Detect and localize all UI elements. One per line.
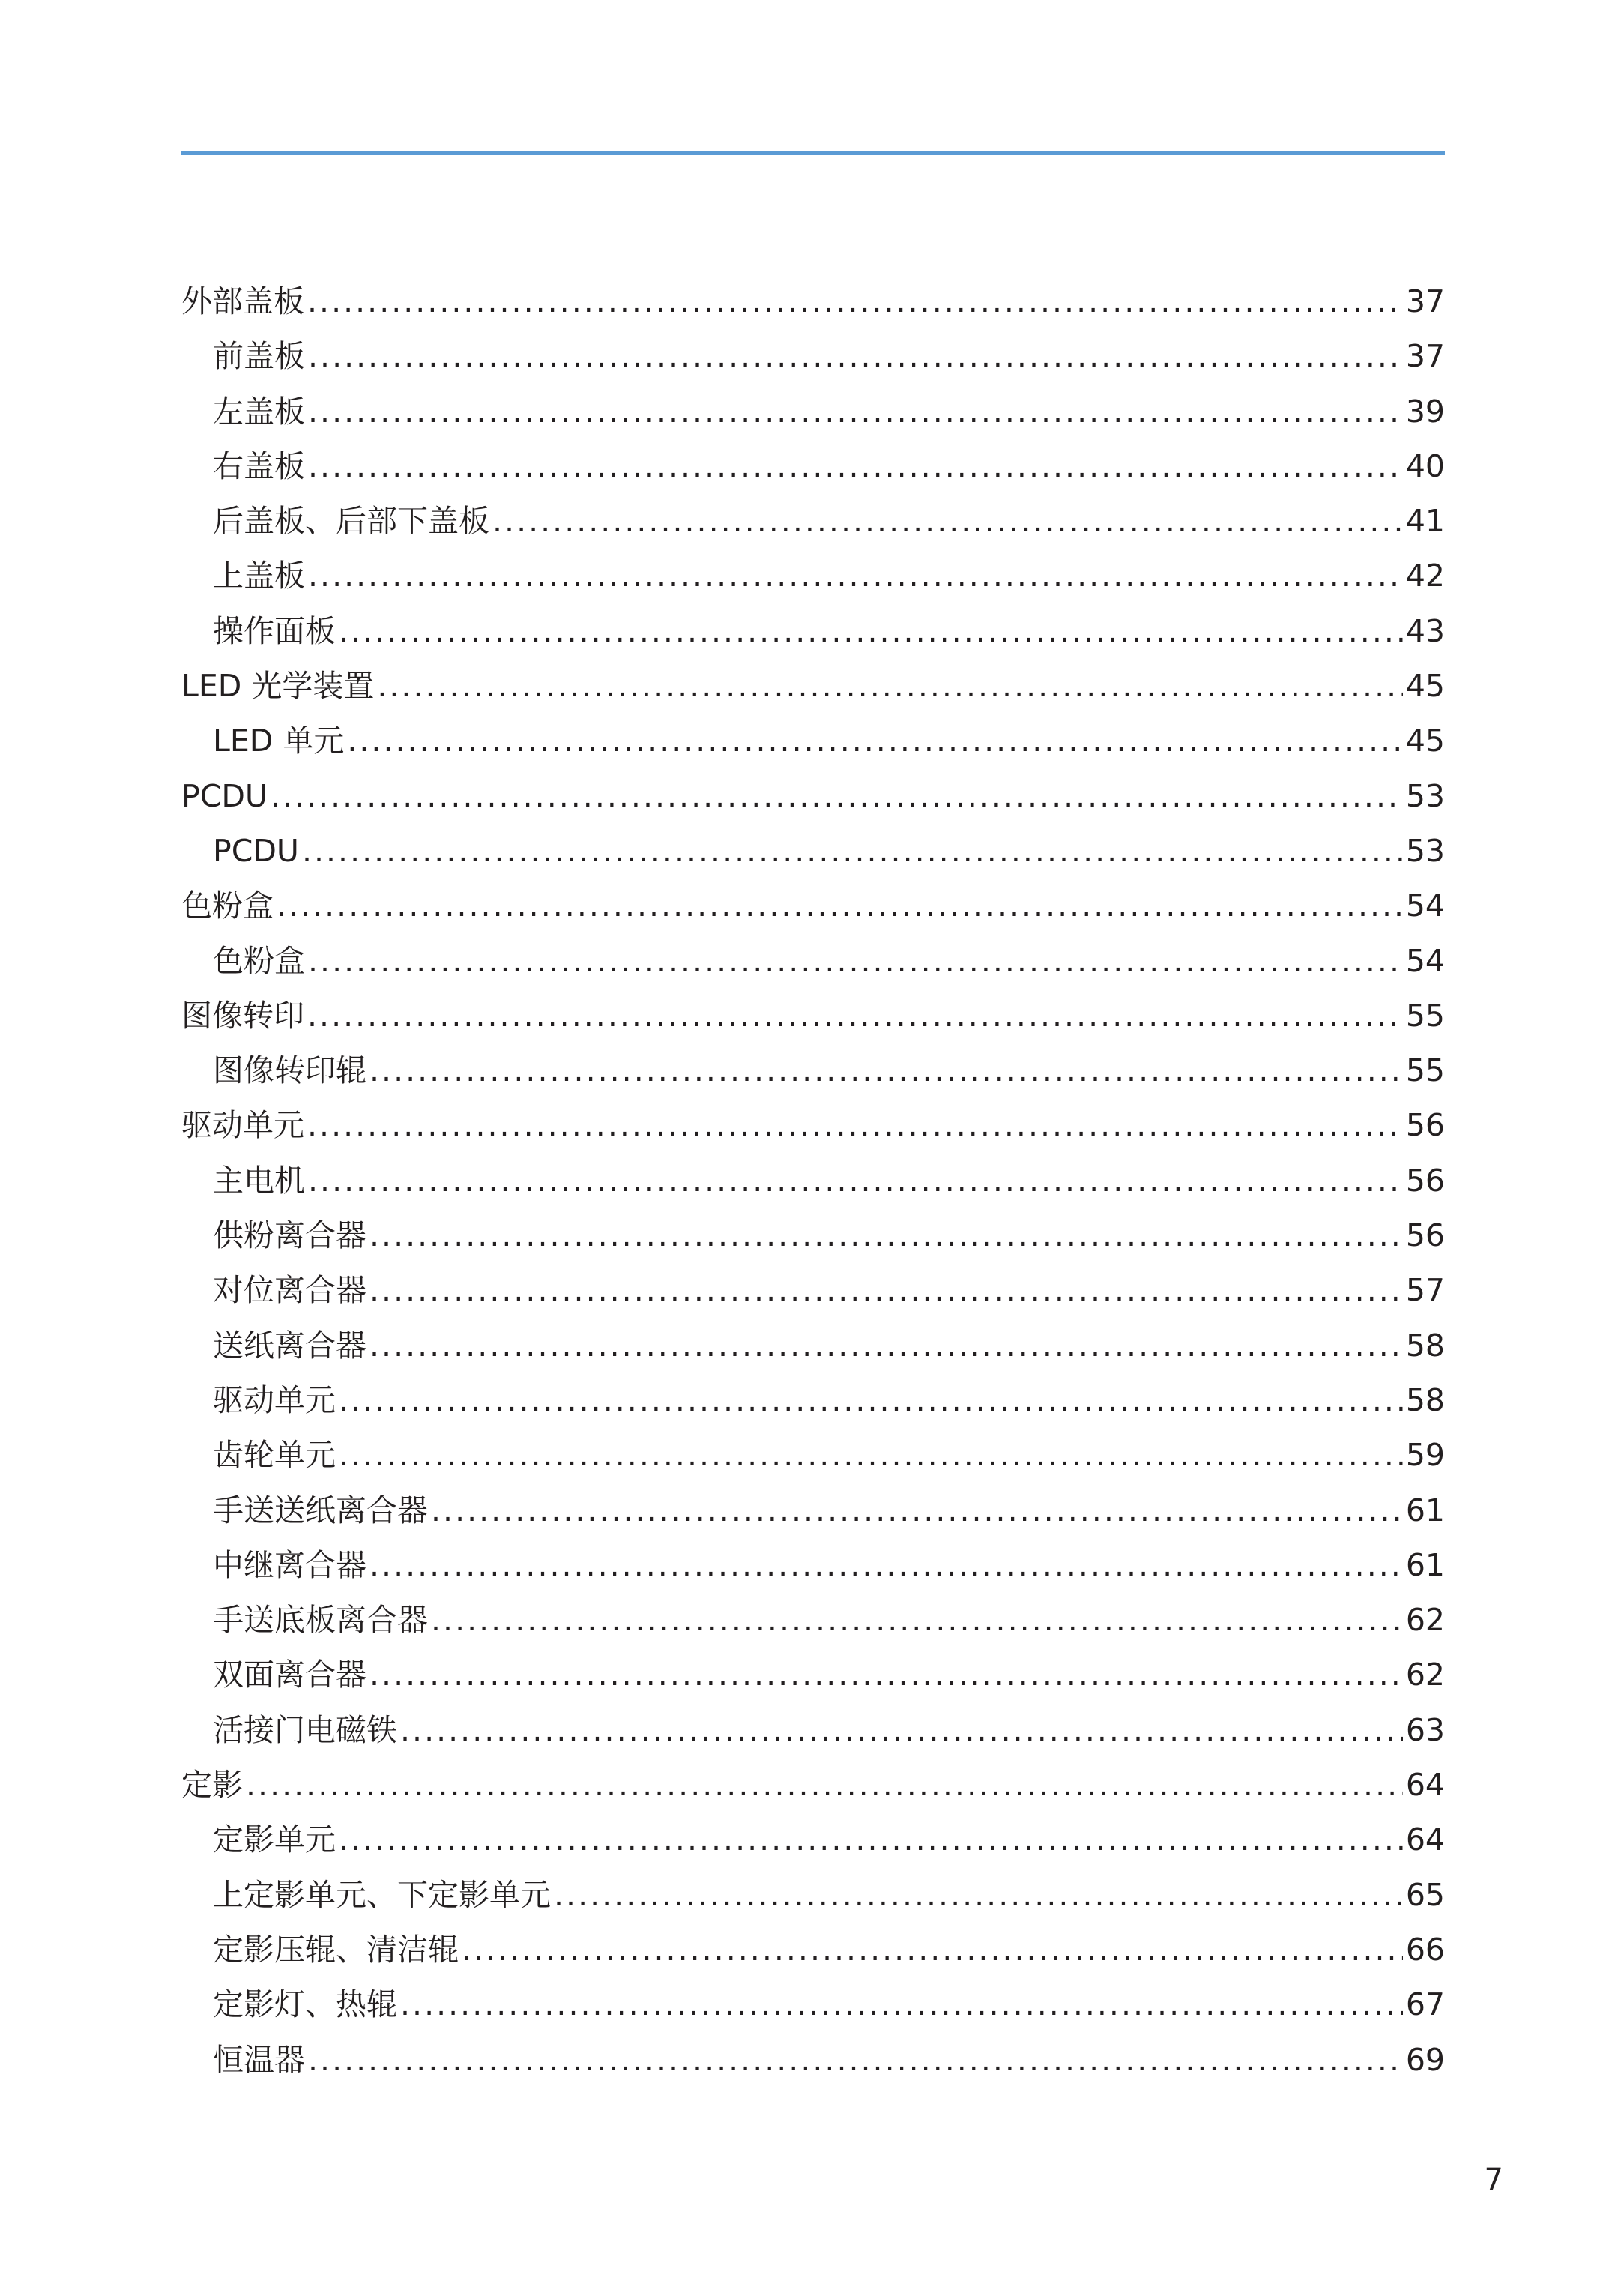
toc-entry-page: 56 (1405, 1162, 1445, 1199)
toc-dot-leader (369, 1208, 1403, 1263)
toc-entry-subsection[interactable] (181, 1319, 1445, 1373)
toc-dot-leader (302, 824, 1403, 879)
toc-dot-leader (308, 2033, 1403, 2088)
toc-entry-subsection[interactable] (181, 2033, 1445, 2088)
toc-entry-subsection[interactable] (181, 1593, 1445, 1648)
toc-entry-page: 55 (1405, 1052, 1445, 1089)
header-rule (181, 151, 1445, 155)
toc-entry-title: 上盖板 (213, 558, 305, 594)
toc-entry-title: PCDU (213, 832, 299, 869)
toc-entry-section[interactable] (181, 659, 1445, 714)
toc-entry-page: 65 (1405, 1876, 1445, 1913)
toc-entry-title: 色粉盒 (181, 888, 274, 924)
toc-entry-page: 64 (1405, 1822, 1445, 1858)
toc-entry-page: 67 (1405, 1986, 1445, 2023)
toc-entry-subsection[interactable] (181, 934, 1445, 989)
toc-entry-page: 57 (1405, 1272, 1445, 1309)
toc-entry-section[interactable] (181, 274, 1445, 329)
toc-entry-page: 61 (1405, 1546, 1445, 1583)
toc-entry-subsection[interactable] (181, 1703, 1445, 1758)
toc-entry-subsection[interactable] (181, 1043, 1445, 1098)
toc-entry-title: 后盖板、后部下盖板 (213, 503, 489, 540)
toc-entry-subsection[interactable] (181, 1538, 1445, 1593)
toc-entry-title: 色粉盒 (213, 942, 305, 979)
toc-entry-title: 对位离合器 (213, 1272, 366, 1309)
toc-entry-title: 前盖板 (213, 338, 305, 375)
toc-entry-section[interactable] (181, 879, 1445, 933)
toc-dot-leader (339, 604, 1403, 659)
toc-entry-page: 54 (1405, 888, 1445, 924)
toc-entry-title: 齿轮单元 (213, 1437, 336, 1474)
toc-dot-leader (431, 1483, 1403, 1538)
toc-dot-leader (369, 1263, 1403, 1318)
toc-entry-subsection[interactable] (181, 824, 1445, 879)
toc-entry-subsection[interactable] (181, 714, 1445, 768)
toc-dot-leader (308, 385, 1403, 439)
toc-entry-page: 53 (1405, 832, 1445, 869)
toc-entry-page: 66 (1405, 1931, 1445, 1968)
toc-entry-title: 定影压辊、清洁辊 (213, 1931, 459, 1968)
toc-dot-leader (246, 1758, 1403, 1813)
toc-dot-leader (377, 659, 1402, 714)
toc-entry-page: 59 (1405, 1437, 1445, 1474)
toc-dot-leader (431, 1593, 1403, 1648)
toc-entry-page: 53 (1405, 777, 1445, 814)
toc-entry-title: 送纸离合器 (213, 1327, 366, 1364)
toc-entry-title: 中继离合器 (213, 1546, 366, 1583)
toc-dot-leader (492, 494, 1403, 549)
toc-dot-leader (369, 1319, 1403, 1373)
toc-dot-leader (347, 714, 1402, 768)
toc-dot-leader (400, 1977, 1403, 2032)
toc-entry-page: 43 (1405, 612, 1445, 649)
toc-entry-page: 37 (1405, 283, 1445, 319)
toc-entry-title: 手送送纸离合器 (213, 1492, 428, 1528)
toc-entry-title: 定影 (181, 1767, 243, 1804)
table-of-contents (181, 274, 1445, 2088)
toc-entry-subsection[interactable] (181, 1208, 1445, 1263)
toc-entry-page: 56 (1405, 1107, 1445, 1144)
toc-dot-leader (308, 329, 1403, 384)
toc-entry-title: 定影灯、热辊 (213, 1986, 397, 2023)
toc-entry-section[interactable] (181, 769, 1445, 824)
toc-dot-leader (308, 1154, 1403, 1208)
toc-entry-subsection[interactable] (181, 1483, 1445, 1538)
toc-entry-page: 56 (1405, 1217, 1445, 1254)
toc-entry-title: 驱动单元 (213, 1381, 336, 1418)
toc-dot-leader (307, 274, 1403, 329)
toc-entry-title: 右盖板 (213, 448, 305, 484)
toc-entry-page: 58 (1405, 1327, 1445, 1364)
toc-dot-leader (339, 1373, 1403, 1428)
toc-entry-title: 驱动单元 (181, 1107, 304, 1144)
toc-entry-subsection[interactable] (181, 1263, 1445, 1318)
toc-entry-subsection[interactable] (181, 439, 1445, 494)
toc-entry-title: 手送底板离合器 (213, 1602, 428, 1639)
toc-entry-page: 42 (1405, 558, 1445, 594)
toc-dot-leader (308, 934, 1403, 989)
toc-entry-title: 外部盖板 (181, 283, 304, 319)
toc-entry-page: 63 (1405, 1711, 1445, 1748)
toc-entry-page: 62 (1405, 1657, 1445, 1693)
toc-entry-title: 定影单元 (213, 1822, 336, 1858)
toc-dot-leader (400, 1703, 1403, 1758)
toc-dot-leader (271, 769, 1403, 824)
toc-entry-title: LED 光学装置 (181, 668, 375, 705)
toc-entry-subsection[interactable] (181, 1428, 1445, 1483)
toc-dot-leader (277, 879, 1403, 933)
toc-entry-subsection[interactable] (181, 494, 1445, 549)
toc-dot-leader (339, 1428, 1403, 1483)
toc-entry-subsection[interactable] (181, 329, 1445, 384)
toc-entry-section[interactable] (181, 1098, 1445, 1153)
toc-entry-subsection[interactable] (181, 1154, 1445, 1208)
toc-entry-page: 62 (1405, 1602, 1445, 1639)
toc-entry-page: 41 (1405, 503, 1445, 540)
toc-entry-page: 69 (1405, 2041, 1445, 2078)
toc-entry-title: 活接门电磁铁 (213, 1711, 397, 1748)
toc-entry-title: 双面离合器 (213, 1657, 366, 1693)
toc-entry-page: 61 (1405, 1492, 1445, 1528)
page-number: 7 (1484, 2163, 1503, 2197)
toc-dot-leader (369, 1043, 1403, 1098)
toc-entry-subsection[interactable] (181, 1977, 1445, 2032)
toc-entry-title: 左盖板 (213, 393, 305, 430)
toc-entry-subsection[interactable] (181, 604, 1445, 659)
toc-entry-title: 供粉离合器 (213, 1217, 366, 1254)
toc-entry-title: 主电机 (213, 1162, 305, 1199)
toc-dot-leader (307, 1098, 1403, 1153)
toc-entry-page: 64 (1405, 1767, 1445, 1804)
toc-entry-title: 图像转印 (181, 997, 304, 1034)
toc-dot-leader (369, 1538, 1403, 1593)
toc-dot-leader (369, 1648, 1403, 1702)
toc-entry-title: LED 单元 (213, 723, 345, 759)
toc-dot-leader (308, 439, 1403, 494)
toc-entry-subsection[interactable] (181, 1813, 1445, 1867)
toc-entry-page: 55 (1405, 997, 1445, 1034)
toc-entry-section[interactable] (181, 1758, 1445, 1813)
toc-dot-leader (554, 1868, 1403, 1923)
toc-entry-page: 45 (1405, 723, 1445, 759)
toc-dot-leader (339, 1813, 1403, 1867)
toc-entry-subsection[interactable] (181, 1648, 1445, 1702)
toc-entry-title: 图像转印辊 (213, 1052, 366, 1089)
toc-entry-page: 45 (1405, 668, 1445, 705)
toc-entry-page: 40 (1405, 448, 1445, 484)
toc-entry-section[interactable] (181, 989, 1445, 1043)
toc-entry-page: 58 (1405, 1381, 1445, 1418)
toc-entry-subsection[interactable] (181, 385, 1445, 439)
toc-entry-title: 操作面板 (213, 612, 336, 649)
toc-entry-page: 37 (1405, 338, 1445, 375)
toc-entry-subsection[interactable] (181, 1868, 1445, 1923)
toc-entry-title: 上定影单元、下定影单元 (213, 1876, 551, 1913)
toc-dot-leader (308, 549, 1403, 603)
toc-entry-page: 54 (1405, 942, 1445, 979)
toc-entry-page: 39 (1405, 393, 1445, 430)
toc-entry-title: 恒温器 (213, 2041, 305, 2078)
toc-entry-title: PCDU (181, 777, 268, 814)
toc-entry-subsection[interactable] (181, 1923, 1445, 1977)
toc-dot-leader (462, 1923, 1403, 1977)
toc-entry-subsection[interactable] (181, 1373, 1445, 1428)
toc-dot-leader (307, 989, 1403, 1043)
toc-entry-subsection[interactable] (181, 549, 1445, 603)
